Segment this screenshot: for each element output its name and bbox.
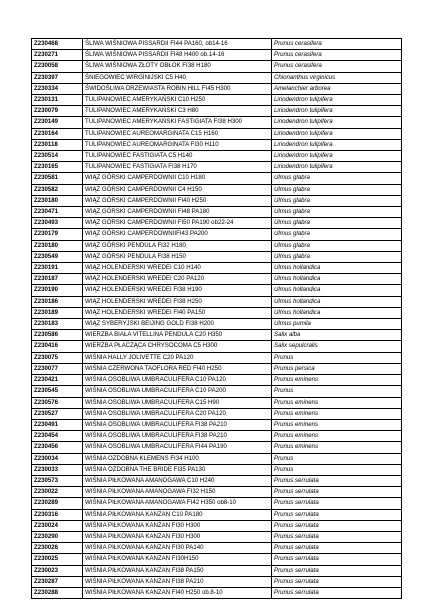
product-name-cell: TULIPANOWIEC FASTIGIATA C5 H140 — [83, 151, 272, 162]
table-row — [32, 475, 402, 486]
product-name-cell: WIŚNIA HALLY JOLIVETTE C20 PA120 — [83, 352, 272, 363]
product-code-cell: Z230149 — [32, 117, 83, 128]
product-name-cell: WIŚNIA OSOBLIWA UMBRACULIFERA C15 H90 — [83, 397, 272, 408]
table-row — [32, 587, 402, 598]
latin-name-cell: Prunus cerasifera — [272, 39, 402, 50]
product-code-cell: Z230131 — [32, 95, 83, 106]
latin-name-cell: Ulmus glabra — [272, 251, 402, 262]
product-name-cell: TULIPANOWIEC AUREOMARGINATA FI30 H110 — [83, 139, 272, 150]
product-name-cell: ŚNIEGOWIEC WIRGINIJSKI C5 H40 — [83, 72, 272, 83]
product-name-cell: WIĄZ GÓRSKI CAMPERDOWNII C10 H180 — [83, 173, 272, 184]
table-row — [32, 419, 402, 430]
latin-name-cell: Salix alba — [272, 330, 402, 341]
product-name-cell: TULIPANOWIEC AMERYKAŃSKI FASTIGIATA FI38 H300 — [83, 117, 272, 128]
product-name-cell: ŚLIWA WIŚNIOWA PISSARDII FI44 PA160, ob14-16 — [83, 39, 272, 50]
product-code-cell: Z230191 — [32, 263, 83, 274]
product-code-cell: Z230549 — [32, 251, 83, 262]
latin-name-cell: Prunus eminens — [272, 397, 402, 408]
product-code-cell: Z230186 — [32, 296, 83, 307]
product-code-cell: Z230290 — [32, 531, 83, 542]
product-name-cell: WIĄZ SYBERYJSKI BEIJING GOLD FI38 H200 — [83, 319, 272, 330]
table-row — [32, 195, 402, 206]
latin-name-cell: Liriodendron tulipifera — [272, 162, 402, 173]
latin-name-cell: Prunus cerasifera — [272, 61, 402, 72]
product-code-cell: Z230034 — [32, 453, 83, 464]
latin-name-cell: Prunus serrulata — [272, 498, 402, 509]
product-name-cell: WIŚNIA PIŁKOWANA KANZAN FI30 H300 — [83, 520, 272, 531]
product-code-cell: Z230024 — [32, 520, 83, 531]
latin-name-cell: Prunus eminens — [272, 375, 402, 386]
product-name-cell: WIĄZ HOLENDERSKI WREDEI FI38 H190 — [83, 285, 272, 296]
product-name-cell: WIĄZ GÓRSKI CAMPERDOWNII FI50 PA190 ob22-24 — [83, 218, 272, 229]
latin-name-cell: Prunus serrulata — [272, 487, 402, 498]
table-row — [32, 352, 402, 363]
latin-name-cell: Ulmus glabra — [272, 229, 402, 240]
latin-name-cell: Prunus cerasifera — [272, 50, 402, 61]
latin-name-cell: Prunus serrulata — [272, 475, 402, 486]
product-code-cell: Z230118 — [32, 139, 83, 150]
product-code-cell: Z230471 — [32, 207, 83, 218]
product-name-cell: WIŚNIA PIŁKOWANA KANZAN FI30 H300 — [83, 531, 272, 542]
latin-name-cell: Ulmus hollandica — [272, 307, 402, 318]
latin-name-cell: Prunus eminens — [272, 442, 402, 453]
product-name-cell: WIĄZ GÓRSKI PENDULA FI38 H150 — [83, 251, 272, 262]
table-row — [32, 263, 402, 274]
product-code-cell: Z230334 — [32, 83, 83, 94]
product-code-cell: Z230165 — [32, 162, 83, 173]
table-row — [32, 487, 402, 498]
latin-name-cell: Prunus serrulata — [272, 531, 402, 542]
product-code-cell: Z230468 — [32, 39, 83, 50]
latin-name-cell: Prunus — [272, 453, 402, 464]
product-name-cell: WIŚNIA PIŁKOWANA KANZAN FI30 PA140 — [83, 543, 272, 554]
product-code-cell: Z230180 — [32, 240, 83, 251]
product-name-cell: TULIPANOWIEC AUREOMARGINATA C15 H160 — [83, 128, 272, 139]
product-code-cell: Z230527 — [32, 408, 83, 419]
product-code-cell: Z230164 — [32, 128, 83, 139]
table-row — [32, 375, 402, 386]
table-row — [32, 83, 402, 94]
table-row — [32, 386, 402, 397]
latin-name-cell: Prunus serrulata — [272, 543, 402, 554]
latin-name-cell: Prunus serrulata — [272, 587, 402, 598]
product-code-cell: Z230416 — [32, 341, 83, 352]
latin-name-cell: Liriodendron tulipifera — [272, 95, 402, 106]
latin-name-cell: Prunus eminens — [272, 419, 402, 430]
table-row — [32, 72, 402, 83]
product-code-cell: Z230058 — [32, 61, 83, 72]
table-row — [32, 531, 402, 542]
table-row — [32, 184, 402, 195]
product-code-cell: Z230189 — [32, 307, 83, 318]
product-code-cell: Z230271 — [32, 50, 83, 61]
product-name-cell: WIĄZ GÓRSKI CAMPERDOWNII FI48 PA180 — [83, 207, 272, 218]
latin-name-cell: Liriodendron tulipifera — [272, 151, 402, 162]
product-name-cell: TULIPANOWIEC FASTIGIATA FI38 H170 — [83, 162, 272, 173]
latin-name-cell: Prunus serrulata — [272, 520, 402, 531]
product-name-cell: WIŚNIA PIŁKOWANA KANZAN FI38 PA210 — [83, 576, 272, 587]
product-code-cell: Z230576 — [32, 397, 83, 408]
table-row — [32, 162, 402, 173]
latin-name-cell: Ulmus glabra — [272, 218, 402, 229]
plant-list-table — [31, 38, 402, 599]
latin-name-cell: Ulmus glabra — [272, 207, 402, 218]
product-code-cell: Z230179 — [32, 229, 83, 240]
table-row — [32, 431, 402, 442]
latin-name-cell: Ulmus glabra — [272, 240, 402, 251]
product-name-cell: WIŚNIA PIŁKOWANA AMANOGAWA FI32 H150 — [83, 487, 272, 498]
table-row — [32, 509, 402, 520]
table-row — [32, 442, 402, 453]
latin-name-cell: Prunus serrulata — [272, 576, 402, 587]
table-row — [32, 106, 402, 117]
latin-name-cell: Prunus eminens — [272, 431, 402, 442]
product-code-cell: Z230586 — [32, 330, 83, 341]
product-name-cell: WIŚNIA OSOBLIWA UMBRACULIFERA FI38 PA210 — [83, 431, 272, 442]
latin-name-cell: Liriodendron tulipifera — [272, 117, 402, 128]
product-name-cell: WIERZBA PŁACZĄCA CHRYSOCOMA C5 H300 — [83, 341, 272, 352]
table-row — [32, 565, 402, 576]
latin-name-cell: Prunus serrulata — [272, 554, 402, 565]
table-row — [32, 498, 402, 509]
table-row — [32, 251, 402, 262]
table-row — [32, 274, 402, 285]
product-code-cell: Z230026 — [32, 543, 83, 554]
product-name-cell: WIŚNIA PIŁKOWANA AMANOGAWA FI42 H350 ob8-10 — [83, 498, 272, 509]
latin-name-cell: Prunus — [272, 464, 402, 475]
document-page — [31, 38, 394, 599]
product-code-cell: Z230397 — [32, 72, 83, 83]
product-name-cell: WIŚNIA PIŁKOWANA KANZAN FI38 PA150 — [83, 565, 272, 576]
table-row — [32, 285, 402, 296]
table-row — [32, 117, 402, 128]
latin-name-cell: Liriodendron tulipifera — [272, 139, 402, 150]
table-row — [32, 207, 402, 218]
product-code-cell: Z230025 — [32, 554, 83, 565]
product-name-cell: ŚLIWA WIŚNIOWA ZŁOTY OBŁOK FI38 H180 — [83, 61, 272, 72]
table-row — [32, 39, 402, 50]
table-row — [32, 61, 402, 72]
product-code-cell: Z230033 — [32, 464, 83, 475]
product-code-cell: Z230316 — [32, 509, 83, 520]
table-row — [32, 50, 402, 61]
product-name-cell: ŚWIDOŚLIWA DRZEWIASTA ROBIN HILL FI45 H300 — [83, 83, 272, 94]
latin-name-cell: Salix sepulcralis — [272, 341, 402, 352]
product-name-cell: WIŚNIA PIŁKOWANA AMANOGAWA C10 H240 — [83, 475, 272, 486]
product-code-cell: Z230493 — [32, 218, 83, 229]
product-name-cell: WIŚNIA PIŁKOWANA KANZAN FI40 H250 ob.8-10 — [83, 587, 272, 598]
table-row — [32, 576, 402, 587]
product-name-cell: WIĄZ GÓRSKI CAMPERDOWNIIFI43 PA200 — [83, 229, 272, 240]
product-code-cell: Z230581 — [32, 173, 83, 184]
product-code-cell: Z230454 — [32, 431, 83, 442]
latin-name-cell: Prunus serrulata — [272, 509, 402, 520]
product-name-cell: WIŚNIA CZERWONA TAOFLORA RED FI40 H250 — [83, 363, 272, 374]
latin-name-cell: Prunus serrulata — [272, 565, 402, 576]
latin-name-cell: Ulmus hollandica — [272, 274, 402, 285]
product-code-cell: Z230187 — [32, 274, 83, 285]
product-name-cell: TULIPANOWIEC AMERYKAŃSKI C10 H250 — [83, 95, 272, 106]
product-name-cell: WIERZBA BIAŁA VITELLINA PENDULA C20 H350 — [83, 330, 272, 341]
table-row — [32, 229, 402, 240]
product-code-cell: Z230456 — [32, 442, 83, 453]
product-code-cell: Z230288 — [32, 587, 83, 598]
product-name-cell: WIŚNIA PIŁKOWANA KANZAN C10 PA180 — [83, 509, 272, 520]
table-row — [32, 240, 402, 251]
table-row — [32, 408, 402, 419]
table-row — [32, 330, 402, 341]
product-code-cell: Z230421 — [32, 375, 83, 386]
product-code-cell: Z230491 — [32, 419, 83, 430]
table-row — [32, 95, 402, 106]
table-row — [32, 341, 402, 352]
table-row — [32, 543, 402, 554]
latin-name-cell: Ulmus pumila — [272, 319, 402, 330]
product-code-cell: Z230573 — [32, 475, 83, 486]
table-row — [32, 554, 402, 565]
product-name-cell: WIŚNIA OSOBLIWA UMBRACULIFERA C20 PA120 — [83, 408, 272, 419]
latin-name-cell: Prunus — [272, 352, 402, 363]
table-row — [32, 319, 402, 330]
product-name-cell: WIĄZ HOLENDERSKI WREDEI C10 H140 — [83, 263, 272, 274]
product-code-cell: Z230022 — [32, 487, 83, 498]
table-row — [32, 453, 402, 464]
latin-name-cell: Ulmus glabra — [272, 184, 402, 195]
table-row — [32, 128, 402, 139]
product-code-cell: Z230075 — [32, 352, 83, 363]
latin-name-cell: Prunus persica — [272, 363, 402, 374]
latin-name-cell: Ulmus hollandica — [272, 285, 402, 296]
table-row — [32, 139, 402, 150]
product-code-cell: Z230514 — [32, 151, 83, 162]
product-code-cell: Z230287 — [32, 576, 83, 587]
table-row — [32, 464, 402, 475]
product-name-cell: WIŚNIA OSOBLIWA UMBRACULIFERA C10 PA120 — [83, 375, 272, 386]
latin-name-cell: Ulmus glabra — [272, 173, 402, 184]
latin-name-cell: Ulmus hollandica — [272, 263, 402, 274]
table-row — [32, 397, 402, 408]
product-name-cell: WIĄZ HOLENDERSKI WREDEI C20 PA120 — [83, 274, 272, 285]
product-code-cell: Z230023 — [32, 565, 83, 576]
product-name-cell: ŚLIWA WIŚNIOWA PISSARDII FI48 H400 ob.14-16 — [83, 50, 272, 61]
product-name-cell: WIĄZ GÓRSKI CAMPERDOWNII FI40 H250 — [83, 195, 272, 206]
latin-name-cell: Chionanthus virginicus — [272, 72, 402, 83]
table-row — [32, 173, 402, 184]
product-code-cell: Z230545 — [32, 386, 83, 397]
product-name-cell: WIĄZ HOLENDERSKI WREDEI FI40 PA150 — [83, 307, 272, 318]
product-name-cell: WIĄZ HOLENDERSKI WREDEI FI38 H250 — [83, 296, 272, 307]
latin-name-cell: Ulmus hollandica — [272, 296, 402, 307]
product-code-cell: Z230183 — [32, 319, 83, 330]
product-name-cell: TULIPANOWIEC AMERYKAŃSKI C3 H80 — [83, 106, 272, 117]
product-name-cell: WIŚNIA OSOBLIWA UMBRACULIFERA FI38 PA210 — [83, 419, 272, 430]
product-code-cell: Z230077 — [32, 363, 83, 374]
latin-name-cell: Liriodendron tulipifera — [272, 106, 402, 117]
product-name-cell: WIŚNIA PIŁKOWANA KANZAN FI30H150 — [83, 554, 272, 565]
product-code-cell: Z230180 — [32, 195, 83, 206]
table-row — [32, 307, 402, 318]
product-code-cell: Z230582 — [32, 184, 83, 195]
product-code-cell: Z230289 — [32, 498, 83, 509]
product-code-cell: Z230190 — [32, 285, 83, 296]
latin-name-cell: Amelanchier arborea — [272, 83, 402, 94]
product-name-cell: WIŚNIA OZDOBNA KLEMENS FI34 H100 — [83, 453, 272, 464]
product-name-cell: WIĄZ GÓRSKI PENDULA FI32 H180 — [83, 240, 272, 251]
table-row — [32, 296, 402, 307]
product-name-cell: WIŚNIA OZDOBNA THE BRIDE FI35 PA130 — [83, 464, 272, 475]
table-row — [32, 520, 402, 531]
table-row — [32, 151, 402, 162]
product-name-cell: WIĄZ GÓRSKI CAMPERDOWNII C4 H150 — [83, 184, 272, 195]
latin-name-cell: Ulmus glabra — [272, 195, 402, 206]
table-row — [32, 218, 402, 229]
table-body — [32, 39, 402, 599]
product-name-cell: WIŚNIA OSOBLIWA UMBRACULIFERA C10 PA200 — [83, 386, 272, 397]
latin-name-cell: Prunus — [272, 386, 402, 397]
latin-name-cell: Liriodendron tulipifera — [272, 128, 402, 139]
product-name-cell: WIŚNIA OSOBLIWA UMBRACULIFERA FI44 PA190 — [83, 442, 272, 453]
table-row — [32, 363, 402, 374]
product-code-cell: Z230079 — [32, 106, 83, 117]
latin-name-cell: Prunus eminens — [272, 408, 402, 419]
